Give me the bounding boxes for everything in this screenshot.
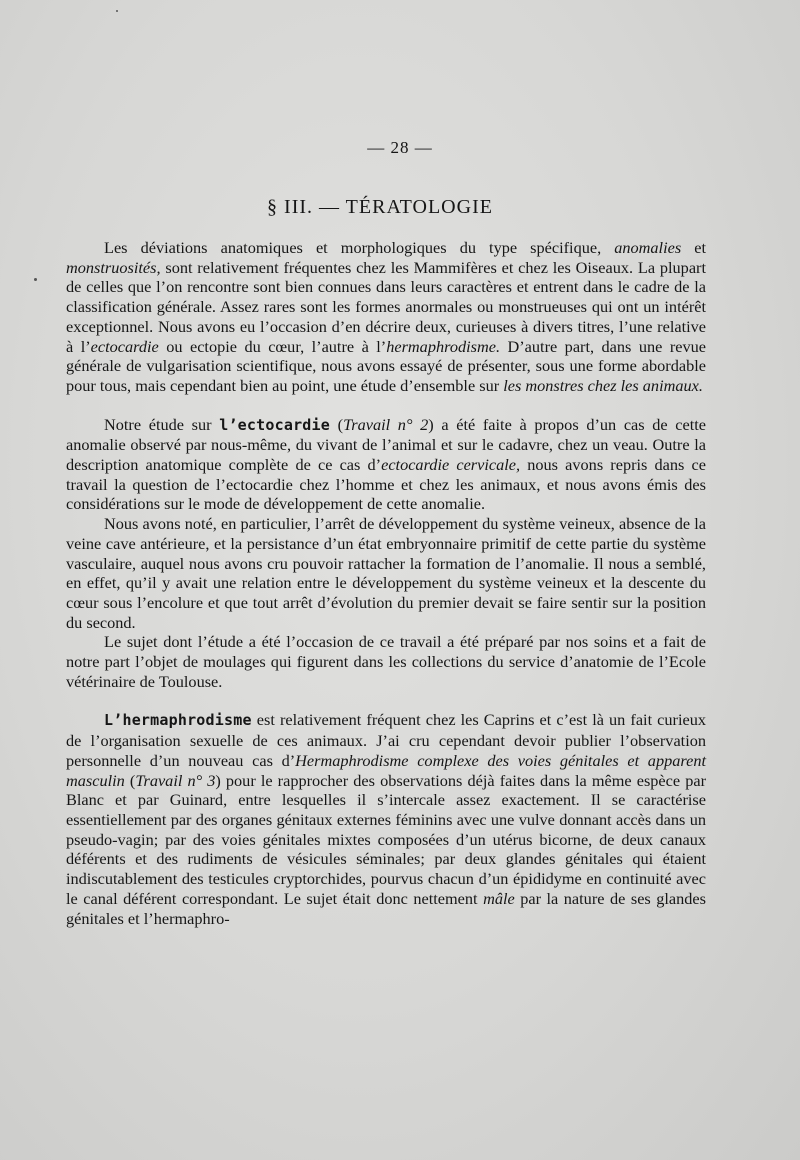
bold-run: L’hermaphrodisme <box>104 711 252 730</box>
italic-run: Hermaphrodisme complexe des voies génitales et apparent masculin <box>66 750 706 790</box>
italic-run: Travail n° 3 <box>135 770 216 790</box>
text-run: par la nature de ses glandes génitales et l’hermaphro- <box>66 888 706 928</box>
paragraph <box>66 710 706 928</box>
text-run: ( <box>124 770 136 790</box>
italic-run: monstruosités, <box>66 257 161 277</box>
paragraph <box>66 415 706 515</box>
italic-run: ectocardie <box>90 336 159 356</box>
text-run: Les déviations anatomiques et morphologiques du type spécifique, <box>104 238 615 257</box>
italic-run: Travail n° 2 <box>343 414 429 434</box>
paper-speck <box>34 278 37 281</box>
text-run: Nous avons noté, en particulier, l’arrêt de développement du système veineux, absence de la veine cave antérieure, et la persistance d’un état embryonnaire primitif de cette partie du système vasculaire, auquel nous avons cru pouvoir rattacher la formation de l’anomalie. Il nous a semblé, en effet, qu’il y avait une relation entre le développement du système veineux et la descente du cœur sous l’encolure et que tout arrêt d’évolution du premier devait se faire sentir sur la position du second. <box>66 514 706 632</box>
paper-speck <box>116 10 118 12</box>
text-run: Notre étude sur <box>104 414 220 434</box>
section-title: § III. — TÉRATOLOGIE <box>267 196 493 218</box>
text-run: et <box>681 238 707 257</box>
body-text <box>66 238 706 928</box>
text-run: ) pour le rapprocher des observations déjà faites dans la même espèce par Blanc et par Guinard, entre lesquelles il s’intercale assez exactement. Il se caractérise essentiellement par des organes génitaux externes féminins avec une vulve donnant accès dans un pseudo-vagin; par des voies génitales mixtes composées d’un utérus bicorne, de deux canaux déférents et des rudiments de vésicules séminales; par deux glandes génitales qui étaient indiscutablement des testicules cryptorchides, pourvus chacun d’un épididyme en continuité avec le canal déférent correspondant. Le sujet était donc nettement <box>66 770 706 908</box>
italic-run: anomalies <box>614 238 682 257</box>
paragraph <box>66 238 706 396</box>
text-run: nous avons repris dans ce travail la question de l’ectocardie chez l’homme et chez les animaux, et nous avons émis des considérations sur le mode de développement de cette anomalie. <box>66 455 706 514</box>
page-number: — 28 — <box>367 138 433 157</box>
italic-run: ectocardie cervicale, <box>381 455 521 475</box>
text-run: ( <box>330 414 344 434</box>
text-run: Le sujet dont l’étude a été l’occasion de ce travail a été préparé par nos soins et a fait de notre part l’objet de moulages qui figurent dans les collections du service d’anatomie de l’Ecole vétérinaire de Toulouse. <box>66 632 706 691</box>
text-run: ou ectopie du cœur, l’autre à l’ <box>158 336 387 356</box>
paragraph <box>66 632 706 691</box>
text-run: ) a été faite à propos d’un cas de cette anomalie observé par nous-même, du vivant de l’animal et sur le cadavre, chez un veau. Outre la description anatomique complète de ce cas d’ <box>66 414 707 475</box>
bold-run: l’ectocardie <box>219 415 330 434</box>
italic-run: les monstres chez les animaux. <box>503 375 703 395</box>
text-run: sont relativement fréquentes chez les Mammifères et chez les Oiseaux. La plupart de celles que l’on rencontre sont bien connues dans leurs caractères et entrent dans le cadre de la classification générale. Assez rares sont les formes anormales ou monstrueuses qui ont un intérêt exceptionnel. Nous avons eu l’occasion d’en décrire deux, curieuses à divers titres, l’une relative à l’ <box>66 257 706 356</box>
paragraph <box>66 514 706 632</box>
italic-run: hermaphrodisme. <box>386 336 501 356</box>
italic-run: mâle <box>483 888 515 908</box>
text-run: est relativement fréquent chez les Caprins et c’est là un fait curieux de l’organisation sexuelle de ces animaux. J’ai cru cependant devoir publier l’observation personnelle d’un nouveau cas d’ <box>66 710 706 770</box>
text-run: D’autre part, dans une revue générale de vulgarisation scientifique, nous avons essayé de présenter, sous une forme abordable pour tous, mais cependant bien au point, une étude d’ensemble sur <box>66 336 706 395</box>
